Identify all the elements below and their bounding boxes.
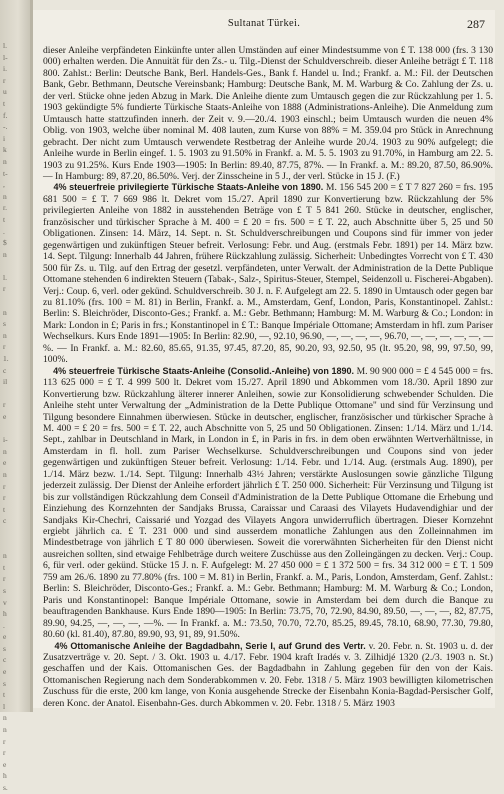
section-paragraph	[43, 366, 493, 641]
section-text: dieser Anleihe verpfändeten Einkünfte unter allen Umständen auf einer Mindestsumme von £ T. 138 000 (frs. 3 130 000) erhalten werden. Die Annuität für den Zs.- u. Tilg.-Dienst der Schuldverschreib. dieser Anleihe beträgt £ T. 118 800. Zahlst.: Berlin: Deutsche Bank, Berl. Handels-Ges., Bank f. Handel u. Ind.; Frankf. a. M.: Fil. der Deutschen Bank, Gebr. Bethmann, Deutsche Vereinsbank; Hamburg: Deutsche Bank, M. M. Warburg & Co. Zahlung der Zs. u. der verl. Stücke ohne jeden Abzug in Mark. Die Anleihe diente zum Umtausch gegen die zur Rückzahlung per 1. 5. 1903 gekündigte 5% fundierte Türkische Staats-Anleihe von 1888 (Administrations-Anleihe). Die Anmeldung zum Umtausch hatte stattzufinden innerh. der Zeit v. 9.—20./4. 1903 einschl.; beim Umtausch wurden die neuen 4% Oblig. von 1903, welche über nominal M. 408 lauten, zum Kurse von 88% = M. 359.04 pro Stück in Anrechnung gebracht. Der nicht zum Umtausch verwendete Restbetrag der Anleihe wurde 20./4. 1903 zu 90% aufgelegt; die Anleihe wurde in Berlin eingef. 1. 5. 1903 zu 91.50% in Frankf. a. M. 5. 5. 1903 zu 91.70%, in Hamburg am 22. 5. 1903 zu 91.25%. Kurs Ende 1903—1905: In Berlin: 89.40, 87.75, 87%. — In Frankf. a. M.: 89.20, 87.50, 86.90%. — In Hamburg: 89, 87.20, 86.50%. Verj. der Zinsscheine in 5 J., der verl. Stücke in 15 J. (F.)	[43, 45, 493, 182]
facing-page-fragments: l. l- i. r u t f. -. i k n t- , n r. t . $ n l. r n s n r 1. c il r e i- n e n r r t c n t r s v h . e s c e s t l n n r r e h s.	[3, 41, 9, 792]
section-heading: Ottomanische Anleihe der Bagdadbahn, Serie I, auf Grund des Vertr.	[70, 640, 366, 651]
book-binding-gutter	[0, 0, 30, 792]
section-text: M. 156 545 200 = £ T 7 827 260 = frs. 195 681 500 = £ T. 7 669 986 lt. Dekret vom 15./27. April 1890 zur Konvertierung bzw. Rückzahlung der 5% privilegierten Anleihe von 1882 in ausstehenden Beträge von £ T 5 841 260. Stücke in deutscher, englischer, französischer und türkischer Sprache à M. 400 = £ 20 = frs. 500 = £ T. 22, auch Abschnitte über 5, 25 und 50 Obligationen. Zinsen: 14. März, 14. Sept. n. St. Schuldverschreibungen und Coupons sind für immer von jeder gegenwärtigen und zukünftigen Steuer befreit. Verlosung: Febr. und Aug. (erstmals Febr. 1891) per 14. März bzw. 14. Sept. Tilgung: Innerhalb 44 Jahren, frühere Rückzahlung zulässig. Sicherheit: Unbedingtes Vorrecht von £ T. 430 500 für Zs. u. Tilg. auf den Ertrag der gesetzl. verpfändeten, unter Verwalt. der Administration de la Dette Publique Ottomane stehenden 6 indirekten Steuern (Tabak-, Salz-, Spiritus-Steuer, Stempel, Seidenzoll u. Fischerei-Abgaben). Verj.: Coup. 6, verl. oder gekünd. Schuldverschreib. 30 J. n. F. Aufgelegt am 22. 5. 1890 in Umtausch oder gegen bar zu 81.10% (frs. 100 = M. 81) in Berlin, Frankf. a. M., Amsterdam, Genf, London, Paris, Konstantinopel. Zahlst.: Berlin: S. Bleichröder, Disconto-Ges.; Frankf. a. M.: Gebr. Bethmann; Hamburg: M. M. Warburg & Co.; London: in Mark: London in £; Paris in frs.; Konstantinopel in £ T.: Banque Impériale Ottomane; Amsterdam in hfl. zum Pariser Wechselkurs. Kurs Ende 1891—1905: In Berlin: 82.90, —, 92.10, 96.90, —, —, —, —, 96.70, —, —, —, —, —, —%. — In Frankf. a. M.: 82.60, 85.65, 91.35, 97.45, 87.20, 85, 90.20, 93, 92.50, 95 (lt. 95.20, 98, 99, 97.50, 99, 100%.	[43, 182, 494, 366]
section-heading: steuerfreie Türkische Staats-Anleihe (Consolid.-Anleihe) von 1890.	[68, 365, 355, 376]
section-paragraph	[43, 45, 493, 182]
page-body	[43, 45, 493, 709]
section-text: v. 20. Febr. n. St. 1903 u. d. der Zusatzverträge v. 20. Sept. / 3. Okt. 1903 u. 4./17. Febr. 1904 kraft Iradés v. 3. Zilhidjé 1320 (2./3. 1903 n. St.) geschaffen und der Kais. Ottomanischen Ges. der Bagdadbahn in Zahlung gegeben für den von der Kais. Ottomanischen Regierung nach dem Sonderabkommen v. 20. Febr. 1318 / 5. März 1903 bewilligten kilometrischen Zuschuss für die erste, 200 km lange, von Konia ausgehende Strecke der Eisenbahn Konia-Bagdad-Persischer Golf, deren Konc. der Anatol. Eisenbahn-Ges. durch Abkommen v. 20. Febr. 1318 / 5. März 1903	[43, 640, 494, 709]
section-paragraph	[43, 641, 493, 710]
section-heading-prefix: 4%	[54, 640, 68, 651]
book-page	[33, 10, 495, 708]
section-heading-prefix: 4%	[53, 365, 67, 376]
running-title: Sultanat Türkei.	[227, 18, 301, 29]
section-heading-prefix: 4%	[53, 182, 67, 193]
section-heading: steuerfreie privilegierte Türkische Staats-Anleihe von 1890.	[69, 182, 324, 193]
running-head	[33, 18, 495, 34]
section-text: M. 90 900 000 = £ 4 545 000 = frs. 113 625 000 = £ T. 4 999 500 lt. Dekret vom 15./27. April 1890 und Abkommen vom 18./30. April 1890 zur Konvertierung bzw. Rückzahlung älterer innerer Anleihen, sowie zur Konsolidierung schwebender Schulden. Die Anleihe steht unter Verwaltung der „Administration de la Dette Publique Ottomane" und sind für Verzinsung und Tilgung besondere Einnahmen überwiesen. Stücke in deutscher, englischer, französischer und türkischer Sprache à M. 400 = £ 20 = frs. 500 = £ T. 22, auch Abschnitte von 5, 25 und 50 Obligationen. Zinsen: 1./14. März und 1./14. Sept., zahlbar in Deutschland in Mark, in London in £, in Paris in frs. in dem oben erwähnten Wertverhältnisse, in Amsterdam in fl. holl. zum Pariser Wechselkurse. Schuldverschreibungen und Coupons sind von jeder gegenwärtigen und zukünftigen Steuer befreit. Verlosung: 1./14. Febr. und 1./14. Aug. (erstmals Aug. 1890), per 1./14. März bezw. 1./14. Sept. Tilgung: Innerhalb 43½ Jahren; verstärkte Auslosungen sowie gänzliche Tilgung jederzeit zulässig. Der Dienst der Anleihe erfordert jährlich £ T. 250 000. Sicherheit: Für Verzinsung und Tilgung ist bis zur vollständigen Rückzahlung dem Conseil d'Administration de la Dette Publique Ottomane die Erhebung und Einziehung des Kornzehnten der Sandjaks Brussa, Caraissar und Caraasi des Vilayets Hudavendighiar und der Sandjaks Kir-Chechri, Caissarié und Yozgad des Vilayets Angora unwiderruflich übertragen. Dieser Kornzehnt ergiebt jährlich ca. £ T. 231 000 und sind ausserdem monatliche Zahlungen aus den Zolleinnahmen im Mindestbetrage von jährlich £ T 80 000 überwiesen. Soweit die vorerwähnten Sicherheiten für den Dienst nicht ausreichen sollten, sind etwaige Fehlbeträge durch weitere Zuschüsse aus den Zolleingängen zu decken. Verj.: Coup. 6, für verl. oder gekünd. Stücke 15 J. n. F. Aufgelegt: M. 27 450 000 = £ 1 372 500 = frs. 34 312 000 = £ T. 1 509 759 am 26./6. 1890 zu 77.80% (frs. 100 = M. 81) in Berlin, Frankf. a. M., Paris, London, Amsterdam, Genf. Zahlst.: Berlin: S. Bleichröder, Disconto-Ges.; Frankf. a. M.: Gebr. Bethmann; Hamburg: M. M. Warburg & Co.; London, Paris und Konstantinopel: Banque Impériale Ottomane, sowie in Amsterdam bei dem durch die Banque zu beauftragenden Bankhause. Kurs Ende 1890—1905: In Berlin: 73.75, 70, 72.90, 84.90, 89.50, —, —, —, 82, 87.75, 89.90, 94.25, —, —, —, —%. — In Frankf. a. M.: 73.50, 70.70, 72.70, 85.25, 89.45, 78.10, 68.90, 77.30, 79.80, 80.60 (kl. 81.40), 87.80, 89.90, 93, 91, 89, 91.50%.	[43, 365, 494, 641]
section-paragraph	[43, 182, 493, 365]
page-number: 287	[467, 17, 485, 31]
